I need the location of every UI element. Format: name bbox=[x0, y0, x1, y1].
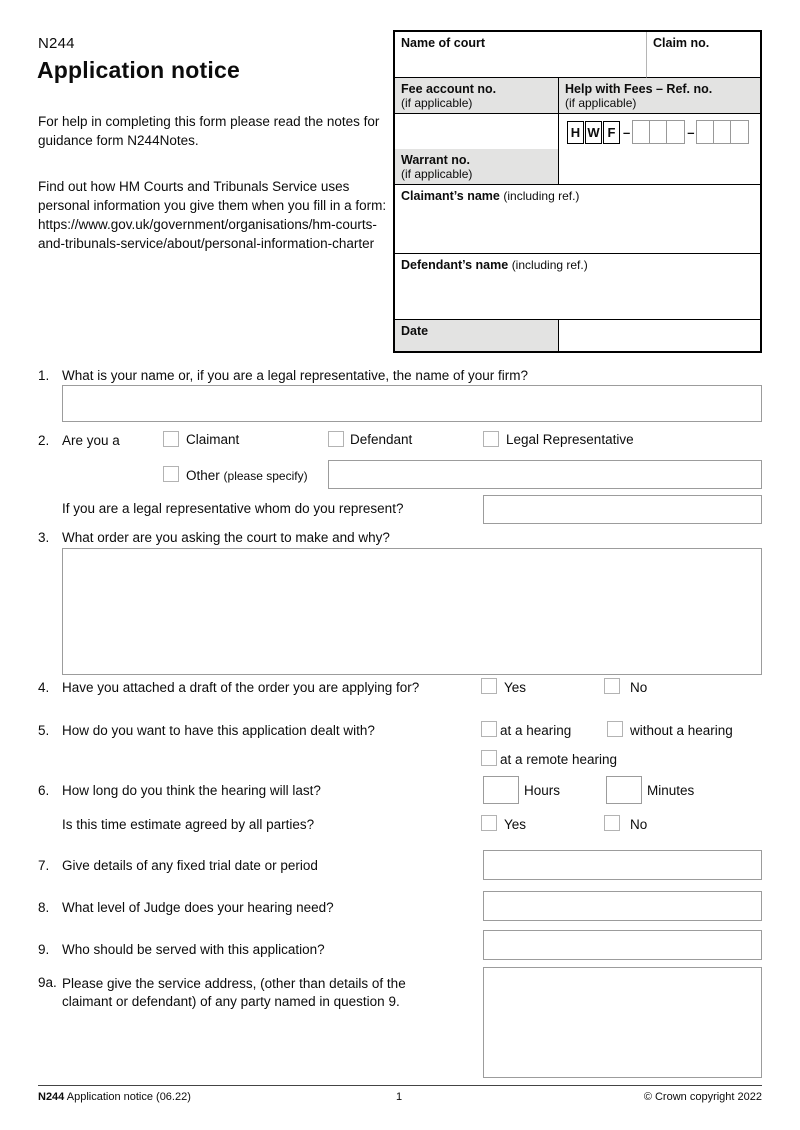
q6-hours-input[interactable] bbox=[483, 776, 519, 804]
claimant-name-label: Claimant’s name bbox=[401, 189, 500, 203]
q5-at-hearing-label: at a hearing bbox=[500, 723, 572, 738]
q2-rep-question: If you are a legal representative whom do you represent? bbox=[62, 501, 404, 516]
name-of-court-cell[interactable] bbox=[395, 32, 647, 78]
fee-account-input-cell[interactable] bbox=[395, 114, 559, 149]
q5-remote-hearing-checkbox[interactable] bbox=[481, 750, 497, 766]
q9a-text: Please give the service address, (other than details of the claimant or defendant) of any party named in question 9. bbox=[62, 976, 406, 1009]
q2-other-input[interactable] bbox=[328, 460, 762, 489]
q3-order-textarea[interactable] bbox=[62, 548, 762, 675]
hwf-reference-row bbox=[567, 120, 749, 144]
defendant-name-cell[interactable] bbox=[395, 254, 760, 320]
date-label-cell bbox=[395, 320, 559, 351]
hwf-digit-cell[interactable] bbox=[633, 121, 650, 143]
q6-no-label: No bbox=[630, 817, 648, 832]
hwf-letter-w: W bbox=[585, 121, 602, 144]
warrant-no-label: Warrant no. bbox=[401, 153, 470, 167]
q6-yes-checkbox[interactable] bbox=[481, 815, 497, 831]
q2-other-label: Other (please specify) bbox=[186, 468, 308, 483]
q2-legal-rep-label: Legal Representative bbox=[506, 432, 634, 447]
q7-text: Give details of any fixed trial date or period bbox=[62, 858, 318, 873]
q2-other-checkbox[interactable] bbox=[163, 466, 179, 482]
court-details-table bbox=[393, 30, 762, 353]
q1-number: 1. bbox=[38, 368, 50, 383]
q2-other-note: (please specify) bbox=[223, 469, 308, 483]
q2-text: Are you a bbox=[62, 433, 120, 448]
hwf-digit-group-2 bbox=[696, 120, 749, 144]
hwf-digit-group-1 bbox=[632, 120, 685, 144]
q8-judge-level-input[interactable] bbox=[483, 891, 762, 921]
q3-text: What order are you asking the court to make and why? bbox=[62, 530, 390, 545]
defendant-name-note: (including ref.) bbox=[511, 258, 588, 272]
q9a-number: 9a. bbox=[38, 975, 57, 990]
page-title: Application notice bbox=[37, 57, 240, 83]
q1-name-input[interactable] bbox=[62, 385, 762, 422]
footer-copyright: © Crown copyright 2022 bbox=[643, 1091, 762, 1103]
warrant-no-note: (if applicable) bbox=[401, 167, 473, 181]
claim-no-label: Claim no. bbox=[653, 36, 710, 50]
claimant-name-note: (including ref.) bbox=[503, 189, 580, 203]
q4-number: 4. bbox=[38, 680, 50, 695]
q4-no-label: No bbox=[630, 680, 648, 695]
hwf-digit-cell[interactable] bbox=[697, 121, 714, 143]
q8-number: 8. bbox=[38, 900, 50, 915]
q2-claimant-label: Claimant bbox=[186, 432, 240, 447]
q9-text: Who should be served with this application? bbox=[62, 942, 325, 957]
q5-text: How do you want to have this application dealt with? bbox=[62, 723, 375, 738]
fee-account-note: (if applicable) bbox=[401, 96, 473, 110]
fee-account-cell bbox=[395, 78, 559, 114]
footer-page-number: 1 bbox=[396, 1091, 403, 1103]
q9-number: 9. bbox=[38, 942, 50, 957]
help-with-fees-note: (if applicable) bbox=[565, 96, 637, 110]
q6-minutes-label: Minutes bbox=[647, 783, 695, 798]
q5-without-hearing-label: without a hearing bbox=[630, 723, 733, 738]
q1-text: What is your name or, if you are a legal representative, the name of your firm? bbox=[62, 368, 528, 383]
q9-served-input[interactable] bbox=[483, 930, 762, 960]
q2-legal-rep-checkbox[interactable] bbox=[483, 431, 499, 447]
hwf-letter-h: H bbox=[567, 121, 584, 144]
footer-divider bbox=[38, 1085, 762, 1086]
help-with-fees-label: Help with Fees – Ref. no. bbox=[565, 82, 713, 96]
q2-represent-input[interactable] bbox=[483, 495, 762, 524]
date-input-cell[interactable] bbox=[559, 320, 760, 351]
q2-number: 2. bbox=[38, 433, 50, 448]
q5-number: 5. bbox=[38, 723, 50, 738]
hwf-digit-cell[interactable] bbox=[650, 121, 667, 143]
claim-no-cell[interactable] bbox=[647, 32, 760, 78]
q6-number: 6. bbox=[38, 783, 50, 798]
form-code: N244 bbox=[38, 35, 75, 52]
q6-no-checkbox[interactable] bbox=[604, 815, 620, 831]
q6-yes-label: Yes bbox=[504, 817, 527, 832]
q3-number: 3. bbox=[38, 530, 50, 545]
q4-text: Have you attached a draft of the order you are applying for? bbox=[62, 680, 420, 695]
q4-yes-checkbox[interactable] bbox=[481, 678, 497, 694]
fee-account-label: Fee account no. bbox=[401, 82, 497, 96]
hwf-dash: – bbox=[623, 124, 631, 140]
q7-number: 7. bbox=[38, 858, 50, 873]
q5-without-hearing-checkbox[interactable] bbox=[607, 721, 623, 737]
defendant-name-label: Defendant’s name bbox=[401, 258, 509, 272]
q2-defendant-label: Defendant bbox=[350, 432, 413, 447]
q5-remote-hearing-label: at a remote hearing bbox=[500, 752, 618, 767]
q8-text: What level of Judge does your hearing need? bbox=[62, 900, 334, 915]
warrant-no-input-cell[interactable] bbox=[559, 149, 760, 185]
q2-defendant-checkbox[interactable] bbox=[328, 431, 344, 447]
footer-form-id: N244 Application notice (06.22) bbox=[38, 1091, 191, 1103]
warrant-no-cell bbox=[395, 149, 559, 185]
q7-trial-date-input[interactable] bbox=[483, 850, 762, 880]
name-of-court-label: Name of court bbox=[401, 36, 486, 50]
q5-at-hearing-checkbox[interactable] bbox=[481, 721, 497, 737]
q4-yes-label: Yes bbox=[504, 680, 527, 695]
intro-help-text: For help in completing this form please read the notes for guidance form N244Notes. bbox=[38, 114, 380, 148]
intro-privacy-text: Find out how HM Courts and Tribunals Service uses personal information you give them when you fill in a form: https://www.gov.uk/government/organisations/hm-courts-and-tribunals-service/about/personal-information-charter bbox=[38, 179, 387, 251]
hwf-digit-cell[interactable] bbox=[667, 121, 684, 143]
hwf-digit-cell[interactable] bbox=[731, 121, 748, 143]
q9a-service-address-textarea[interactable] bbox=[483, 967, 762, 1078]
date-label: Date bbox=[401, 324, 429, 338]
q2-claimant-checkbox[interactable] bbox=[163, 431, 179, 447]
q6-sub-text: Is this time estimate agreed by all parties? bbox=[62, 817, 315, 832]
q6-text: How long do you think the hearing will last? bbox=[62, 783, 321, 798]
hwf-digit-cell[interactable] bbox=[714, 121, 731, 143]
hwf-dash: – bbox=[687, 124, 695, 140]
q4-no-checkbox[interactable] bbox=[604, 678, 620, 694]
claimant-name-cell[interactable] bbox=[395, 185, 760, 254]
help-with-fees-cell bbox=[559, 78, 760, 114]
q6-hours-label: Hours bbox=[524, 783, 561, 798]
hwf-letter-f: F bbox=[603, 121, 620, 144]
q6-minutes-input[interactable] bbox=[606, 776, 642, 804]
